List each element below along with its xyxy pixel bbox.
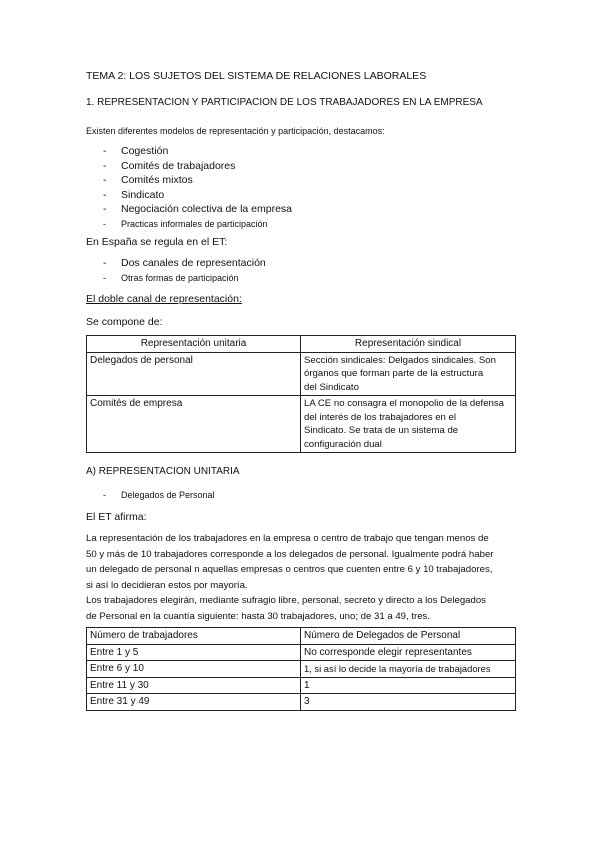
models-list — [103, 144, 292, 231]
table-cell: Sección sindicales: Delgados sindicales. Son órganos que forman parte de la estructura del Sindicato — [301, 352, 516, 396]
section-a-heading: A) REPRESENTACION UNITARIA — [86, 466, 240, 477]
table-header-row — [87, 336, 516, 353]
table-row — [87, 677, 516, 694]
delegates-count-table — [86, 627, 516, 711]
table-cell: LA CE no consagra el monopolio de la defensa del interés de los trabajadores en el Sindicato. Se trata de un sistema de configuración dual — [301, 396, 516, 453]
list-item: - Comités de trabajadores — [103, 159, 236, 172]
double-channel-heading: El doble canal de representación: — [86, 293, 242, 305]
section-1-heading: 1. REPRESENTACION Y PARTICIPACION DE LOS TRABAJADORES EN LA EMPRESA — [86, 97, 483, 108]
table-row — [87, 661, 516, 678]
table-header-cell: Número de trabajadores — [87, 628, 301, 645]
table-cell: Entre 31 y 49 — [87, 694, 301, 711]
table-header-cell: Número de Delegados de Personal — [301, 628, 516, 645]
table-cell: Entre 1 y 5 — [87, 644, 301, 661]
document-title: TEMA 2: LOS SUJETOS DEL SISTEMA DE RELACIONES LABORALES — [86, 70, 427, 82]
list-item: - Comités mixtos — [103, 174, 193, 186]
et-list — [103, 256, 266, 285]
list-item: - Sindicato — [103, 188, 165, 201]
table-row — [87, 352, 516, 396]
paragraph-1: La representación de los trabajadores en la empresa o centro de trabajo que tengan menos de 50 y más de 10 trabajadores corresponde a los delegados de personal. Igualmente podrá haber un delegado de personal n aquellas empresas o centros que cuenten entre 6 y 10 trabajadores, si así lo decidieran estos por mayoría. — [86, 533, 494, 591]
table-cell: Entre 6 y 10 — [87, 661, 301, 678]
list-item: - Delegados de Personal — [103, 490, 215, 500]
delegados-list — [103, 488, 215, 503]
table-cell: No corresponde elegir representantes — [301, 644, 516, 661]
table-header-cell: Representación sindical — [301, 336, 516, 353]
table-row — [87, 396, 516, 453]
paragraph-2: Los trabajadores elegirán, mediante sufragio libre, personal, secreto y directo a los Delegados de Personal en la cuantía siguiente: hasta 30 trabajadores, uno; de 31 a 49, tres. — [86, 595, 486, 622]
spain-regulation-text: En España se regula en el ET: — [86, 236, 228, 248]
table-cell: Delegados de personal — [87, 352, 301, 396]
table-header-row — [87, 628, 516, 645]
table-header-cell: Representación unitaria — [87, 336, 301, 353]
table-row — [87, 694, 516, 711]
table-cell: 1, si así lo decide la mayoría de trabajadores — [301, 661, 516, 678]
table-cell: 1 — [301, 677, 516, 694]
list-item: - Negociación colectiva de la empresa — [103, 203, 293, 215]
list-item: - Otras formas de participación — [103, 272, 239, 283]
composed-of-text: Se compone de: — [86, 316, 163, 328]
list-item: - Practicas informales de participación — [103, 218, 268, 229]
table-cell: Comités de empresa — [87, 396, 301, 453]
intro-text: Existen diferentes modelos de representación y participación, destacamos: — [86, 126, 385, 136]
list-item: - Cogestión — [103, 145, 169, 157]
list-item: - Dos canales de representación — [103, 257, 266, 269]
table-row — [87, 644, 516, 661]
table-cell: 3 — [301, 694, 516, 711]
table-cell: Entre 11 y 30 — [87, 677, 301, 694]
representation-table — [86, 335, 516, 453]
et-affirms-text: El ET afirma: — [86, 511, 147, 523]
